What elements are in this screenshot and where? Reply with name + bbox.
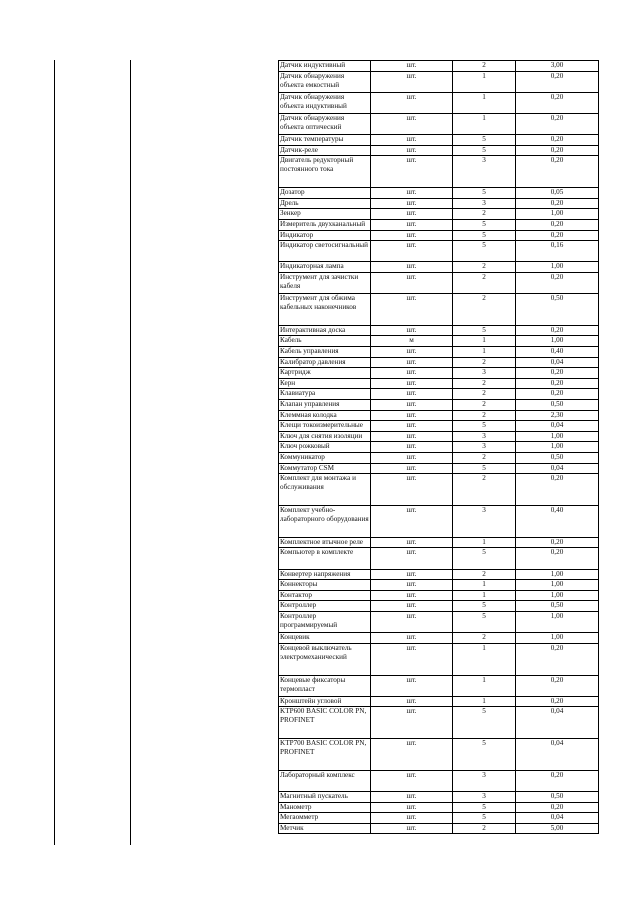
table-row bbox=[279, 421, 599, 432]
table-row bbox=[279, 389, 599, 400]
table-row bbox=[279, 61, 599, 72]
item-unit-cell: шт. bbox=[371, 156, 453, 188]
item-unit-cell: шт. bbox=[371, 357, 453, 368]
item-unit-cell: шт. bbox=[371, 92, 453, 113]
item-qty-cell: 3 bbox=[453, 431, 516, 442]
item-value-cell: 0,04 bbox=[516, 739, 599, 771]
item-value-cell: 0,50 bbox=[516, 453, 599, 464]
item-qty-cell: 5 bbox=[453, 739, 516, 771]
item-unit-cell: м bbox=[371, 336, 453, 347]
item-value-cell: 0,20 bbox=[516, 219, 599, 230]
table-row bbox=[279, 548, 599, 569]
item-qty-cell: 1 bbox=[453, 580, 516, 591]
item-qty-cell: 5 bbox=[453, 463, 516, 474]
table-row bbox=[279, 272, 599, 293]
item-name-cell: KTP600 BASIC COLOR PN, PROFINET bbox=[279, 707, 371, 739]
item-name-cell: Кабель bbox=[279, 336, 371, 347]
item-value-cell: 0,20 bbox=[516, 368, 599, 379]
item-name-cell: Концевик bbox=[279, 633, 371, 644]
item-value-cell: 0,16 bbox=[516, 241, 599, 262]
item-name-cell: Магнитный пускатель bbox=[279, 792, 371, 803]
item-value-cell: 5,00 bbox=[516, 823, 599, 834]
item-value-cell: 0,20 bbox=[516, 92, 599, 113]
item-name-cell: Ключ рожковый bbox=[279, 442, 371, 453]
item-name-cell: Контроллер программируемый bbox=[279, 611, 371, 632]
item-value-cell: 0,04 bbox=[516, 357, 599, 368]
table-row bbox=[279, 368, 599, 379]
item-qty-cell: 1 bbox=[453, 675, 516, 696]
item-value-cell: 0,20 bbox=[516, 537, 599, 548]
table-row bbox=[279, 219, 599, 230]
item-unit-cell: шт. bbox=[371, 347, 453, 358]
item-qty-cell: 1 bbox=[453, 696, 516, 707]
table-row bbox=[279, 145, 599, 156]
item-value-cell: 0,20 bbox=[516, 113, 599, 134]
item-unit-cell: шт. bbox=[371, 633, 453, 644]
item-unit-cell: шт. bbox=[371, 145, 453, 156]
table-row bbox=[279, 188, 599, 199]
item-name-cell: Двигатель редукторный постоянного тока bbox=[279, 156, 371, 188]
item-qty-cell: 3 bbox=[453, 156, 516, 188]
table-row bbox=[279, 336, 599, 347]
table-row bbox=[279, 156, 599, 188]
item-qty-cell: 1 bbox=[453, 336, 516, 347]
item-qty-cell: 2 bbox=[453, 453, 516, 464]
item-qty-cell: 2 bbox=[453, 569, 516, 580]
item-unit-cell: шт. bbox=[371, 135, 453, 146]
item-unit-cell: шт. bbox=[371, 431, 453, 442]
item-value-cell: 0,04 bbox=[516, 463, 599, 474]
item-unit-cell: шт. bbox=[371, 770, 453, 791]
item-value-cell: 0,20 bbox=[516, 272, 599, 293]
table-row bbox=[279, 357, 599, 368]
table-row bbox=[279, 135, 599, 146]
item-name-cell: Клеммная колодка bbox=[279, 410, 371, 421]
table-row bbox=[279, 262, 599, 273]
item-value-cell: 1,00 bbox=[516, 262, 599, 273]
item-unit-cell: шт. bbox=[371, 272, 453, 293]
item-name-cell: Коннекторы bbox=[279, 580, 371, 591]
item-value-cell: 0,20 bbox=[516, 675, 599, 696]
table-row bbox=[279, 378, 599, 389]
table-row bbox=[279, 537, 599, 548]
item-qty-cell: 5 bbox=[453, 601, 516, 612]
item-qty-cell: 5 bbox=[453, 611, 516, 632]
item-value-cell: 0,04 bbox=[516, 813, 599, 824]
inventory-table bbox=[278, 60, 599, 834]
item-name-cell: Кабель управления bbox=[279, 347, 371, 358]
item-qty-cell: 5 bbox=[453, 230, 516, 241]
item-name-cell: Керн bbox=[279, 378, 371, 389]
item-name-cell: Комплект для монтажа и обслуживания bbox=[279, 474, 371, 506]
table-row bbox=[279, 431, 599, 442]
table-row bbox=[279, 410, 599, 421]
item-name-cell: Датчик-реле bbox=[279, 145, 371, 156]
table-row bbox=[279, 823, 599, 834]
item-value-cell: 0,20 bbox=[516, 145, 599, 156]
item-name-cell: KTP700 BASIC COLOR PN, PROFINET bbox=[279, 739, 371, 771]
item-name-cell: Датчик обнаружения объекта оптический bbox=[279, 113, 371, 134]
item-value-cell: 1,00 bbox=[516, 569, 599, 580]
item-qty-cell: 3 bbox=[453, 198, 516, 209]
table-row bbox=[279, 675, 599, 696]
item-unit-cell: шт. bbox=[371, 802, 453, 813]
item-unit-cell: шт. bbox=[371, 378, 453, 389]
item-qty-cell: 3 bbox=[453, 442, 516, 453]
item-qty-cell: 1 bbox=[453, 71, 516, 92]
item-unit-cell: шт. bbox=[371, 442, 453, 453]
table-row bbox=[279, 580, 599, 591]
item-name-cell: Концевой выключатель электромеханический bbox=[279, 643, 371, 675]
item-qty-cell: 2 bbox=[453, 410, 516, 421]
item-value-cell: 0,40 bbox=[516, 347, 599, 358]
item-unit-cell: шт. bbox=[371, 463, 453, 474]
item-name-cell: Кронштейн угловой bbox=[279, 696, 371, 707]
table-row bbox=[279, 739, 599, 771]
item-unit-cell: шт. bbox=[371, 400, 453, 411]
item-unit-cell: шт. bbox=[371, 823, 453, 834]
item-qty-cell: 2 bbox=[453, 272, 516, 293]
item-value-cell: 0,50 bbox=[516, 294, 599, 326]
item-name-cell: Манометр bbox=[279, 802, 371, 813]
item-unit-cell: шт. bbox=[371, 601, 453, 612]
table-row bbox=[279, 209, 599, 220]
item-value-cell: 0,40 bbox=[516, 505, 599, 537]
item-name-cell: Индикатор светосигнальный bbox=[279, 241, 371, 262]
item-qty-cell: 3 bbox=[453, 792, 516, 803]
item-value-cell: 0,05 bbox=[516, 188, 599, 199]
item-name-cell: Инструмент для обжима кабельных наконечников bbox=[279, 294, 371, 326]
item-unit-cell: шт. bbox=[371, 188, 453, 199]
item-value-cell: 0,20 bbox=[516, 696, 599, 707]
item-value-cell: 0,20 bbox=[516, 548, 599, 569]
item-name-cell: Датчик индуктивный bbox=[279, 61, 371, 72]
item-name-cell: Датчик обнаружения объекта емкостный bbox=[279, 71, 371, 92]
item-unit-cell: шт. bbox=[371, 643, 453, 675]
table-row bbox=[279, 633, 599, 644]
item-qty-cell: 5 bbox=[453, 135, 516, 146]
item-qty-cell: 2 bbox=[453, 294, 516, 326]
item-qty-cell: 5 bbox=[453, 707, 516, 739]
item-qty-cell: 1 bbox=[453, 113, 516, 134]
item-unit-cell: шт. bbox=[371, 548, 453, 569]
item-unit-cell: шт. bbox=[371, 389, 453, 400]
item-qty-cell: 2 bbox=[453, 61, 516, 72]
table-row bbox=[279, 696, 599, 707]
item-value-cell: 3,00 bbox=[516, 61, 599, 72]
item-qty-cell: 5 bbox=[453, 188, 516, 199]
table-row bbox=[279, 347, 599, 358]
item-unit-cell: шт. bbox=[371, 230, 453, 241]
item-name-cell: Лабораторный комплекс bbox=[279, 770, 371, 791]
table-row bbox=[279, 770, 599, 791]
item-name-cell: Интерактивная доска bbox=[279, 325, 371, 336]
item-name-cell: Индикатор bbox=[279, 230, 371, 241]
item-unit-cell: шт. bbox=[371, 410, 453, 421]
item-unit-cell: шт. bbox=[371, 739, 453, 771]
table-row bbox=[279, 198, 599, 209]
table-row bbox=[279, 241, 599, 262]
item-unit-cell: шт. bbox=[371, 113, 453, 134]
item-name-cell: Коммуникатор bbox=[279, 453, 371, 464]
item-name-cell: Конвертер напряжения bbox=[279, 569, 371, 580]
item-value-cell: 0,20 bbox=[516, 643, 599, 675]
item-value-cell: 1,00 bbox=[516, 336, 599, 347]
table-row bbox=[279, 294, 599, 326]
item-qty-cell: 2 bbox=[453, 378, 516, 389]
table-row bbox=[279, 792, 599, 803]
item-value-cell: 0,20 bbox=[516, 770, 599, 791]
item-name-cell: Клавиатура bbox=[279, 389, 371, 400]
item-unit-cell: шт. bbox=[371, 474, 453, 506]
table-row bbox=[279, 505, 599, 537]
item-name-cell: Коммутатор CSM bbox=[279, 463, 371, 474]
item-value-cell: 0,04 bbox=[516, 707, 599, 739]
item-qty-cell: 5 bbox=[453, 548, 516, 569]
item-unit-cell: шт. bbox=[371, 209, 453, 220]
table-row bbox=[279, 230, 599, 241]
item-qty-cell: 2 bbox=[453, 357, 516, 368]
item-unit-cell: шт. bbox=[371, 198, 453, 209]
item-unit-cell: шт. bbox=[371, 368, 453, 379]
item-name-cell: Зенкер bbox=[279, 209, 371, 220]
item-unit-cell: шт. bbox=[371, 580, 453, 591]
item-unit-cell: шт. bbox=[371, 813, 453, 824]
item-name-cell: Клещи токоизмерительные bbox=[279, 421, 371, 432]
item-qty-cell: 1 bbox=[453, 537, 516, 548]
table-row bbox=[279, 71, 599, 92]
item-qty-cell: 2 bbox=[453, 633, 516, 644]
item-value-cell: 1,00 bbox=[516, 580, 599, 591]
item-name-cell: Ключ для снятия изоляции bbox=[279, 431, 371, 442]
item-qty-cell: 2 bbox=[453, 389, 516, 400]
item-value-cell: 0,20 bbox=[516, 389, 599, 400]
item-qty-cell: 2 bbox=[453, 400, 516, 411]
item-qty-cell: 2 bbox=[453, 823, 516, 834]
table-row bbox=[279, 601, 599, 612]
item-unit-cell: шт. bbox=[371, 61, 453, 72]
item-qty-cell: 5 bbox=[453, 421, 516, 432]
item-unit-cell: шт. bbox=[371, 325, 453, 336]
item-value-cell: 0,50 bbox=[516, 601, 599, 612]
item-name-cell: Индикаторная лампа bbox=[279, 262, 371, 273]
item-qty-cell: 5 bbox=[453, 802, 516, 813]
item-value-cell: 0,20 bbox=[516, 135, 599, 146]
item-value-cell: 0,20 bbox=[516, 156, 599, 188]
item-value-cell: 1,00 bbox=[516, 442, 599, 453]
table-row bbox=[279, 643, 599, 675]
item-name-cell: Метчик bbox=[279, 823, 371, 834]
item-name-cell: Концевые фиксаторы термопласт bbox=[279, 675, 371, 696]
item-qty-cell: 1 bbox=[453, 643, 516, 675]
item-unit-cell: шт. bbox=[371, 569, 453, 580]
item-name-cell: Датчик температуры bbox=[279, 135, 371, 146]
item-name-cell: Инструмент для зачистки кабеля bbox=[279, 272, 371, 293]
table-row bbox=[279, 113, 599, 134]
item-name-cell: Компьютер в комплекте bbox=[279, 548, 371, 569]
item-name-cell: Контактор bbox=[279, 590, 371, 601]
item-qty-cell: 5 bbox=[453, 145, 516, 156]
item-unit-cell: шт. bbox=[371, 453, 453, 464]
item-unit-cell: шт. bbox=[371, 696, 453, 707]
item-unit-cell: шт. bbox=[371, 219, 453, 230]
item-value-cell: 1,00 bbox=[516, 611, 599, 632]
table-row bbox=[279, 590, 599, 601]
item-name-cell: Калибратор давления bbox=[279, 357, 371, 368]
table-row bbox=[279, 442, 599, 453]
table-row bbox=[279, 92, 599, 113]
table-row bbox=[279, 802, 599, 813]
item-value-cell: 2,30 bbox=[516, 410, 599, 421]
table-row bbox=[279, 611, 599, 632]
table-row bbox=[279, 474, 599, 506]
item-unit-cell: шт. bbox=[371, 707, 453, 739]
item-unit-cell: шт. bbox=[371, 611, 453, 632]
page-left-rule-2 bbox=[130, 60, 131, 845]
table-row bbox=[279, 463, 599, 474]
item-name-cell: Комплектное втычное реле bbox=[279, 537, 371, 548]
item-value-cell: 0,50 bbox=[516, 792, 599, 803]
table-row bbox=[279, 569, 599, 580]
table-row bbox=[279, 707, 599, 739]
item-unit-cell: шт. bbox=[371, 262, 453, 273]
item-name-cell: Контроллер bbox=[279, 601, 371, 612]
item-qty-cell: 3 bbox=[453, 368, 516, 379]
item-value-cell: 0,20 bbox=[516, 71, 599, 92]
item-unit-cell: шт. bbox=[371, 537, 453, 548]
item-unit-cell: шт. bbox=[371, 421, 453, 432]
item-unit-cell: шт. bbox=[371, 505, 453, 537]
item-unit-cell: шт. bbox=[371, 71, 453, 92]
item-name-cell: Измеритель двухканальный bbox=[279, 219, 371, 230]
item-name-cell: Дозатор bbox=[279, 188, 371, 199]
item-name-cell: Комплект учебно-лабораторного оборудования bbox=[279, 505, 371, 537]
item-name-cell: Датчик обнаружения объекта индуктивный bbox=[279, 92, 371, 113]
item-value-cell: 0,50 bbox=[516, 400, 599, 411]
item-value-cell: 0,20 bbox=[516, 325, 599, 336]
item-qty-cell: 3 bbox=[453, 505, 516, 537]
item-value-cell: 1,00 bbox=[516, 431, 599, 442]
item-name-cell: Мегаомметр bbox=[279, 813, 371, 824]
item-value-cell: 1,00 bbox=[516, 590, 599, 601]
table-row bbox=[279, 400, 599, 411]
item-unit-cell: шт. bbox=[371, 675, 453, 696]
item-qty-cell: 1 bbox=[453, 590, 516, 601]
item-qty-cell: 2 bbox=[453, 474, 516, 506]
item-value-cell: 1,00 bbox=[516, 209, 599, 220]
item-value-cell: 0,04 bbox=[516, 421, 599, 432]
item-qty-cell: 2 bbox=[453, 209, 516, 220]
item-value-cell: 0,20 bbox=[516, 230, 599, 241]
item-value-cell: 0,20 bbox=[516, 802, 599, 813]
item-unit-cell: шт. bbox=[371, 294, 453, 326]
page-left-rule-1 bbox=[54, 60, 55, 845]
item-qty-cell: 5 bbox=[453, 241, 516, 262]
item-unit-cell: шт. bbox=[371, 590, 453, 601]
item-qty-cell: 5 bbox=[453, 813, 516, 824]
item-qty-cell: 2 bbox=[453, 262, 516, 273]
item-value-cell: 0,20 bbox=[516, 198, 599, 209]
item-unit-cell: шт. bbox=[371, 792, 453, 803]
item-name-cell: Картридж bbox=[279, 368, 371, 379]
item-value-cell: 0,20 bbox=[516, 474, 599, 506]
item-unit-cell: шт. bbox=[371, 241, 453, 262]
item-name-cell: Дрель bbox=[279, 198, 371, 209]
item-qty-cell: 1 bbox=[453, 347, 516, 358]
item-value-cell: 1,00 bbox=[516, 633, 599, 644]
inventory-table-body bbox=[279, 61, 599, 834]
item-qty-cell: 5 bbox=[453, 325, 516, 336]
table-row bbox=[279, 453, 599, 464]
item-qty-cell: 3 bbox=[453, 770, 516, 791]
item-value-cell: 0,20 bbox=[516, 378, 599, 389]
item-qty-cell: 5 bbox=[453, 219, 516, 230]
table-row bbox=[279, 325, 599, 336]
item-name-cell: Клапан управления bbox=[279, 400, 371, 411]
item-qty-cell: 1 bbox=[453, 92, 516, 113]
table-row bbox=[279, 813, 599, 824]
